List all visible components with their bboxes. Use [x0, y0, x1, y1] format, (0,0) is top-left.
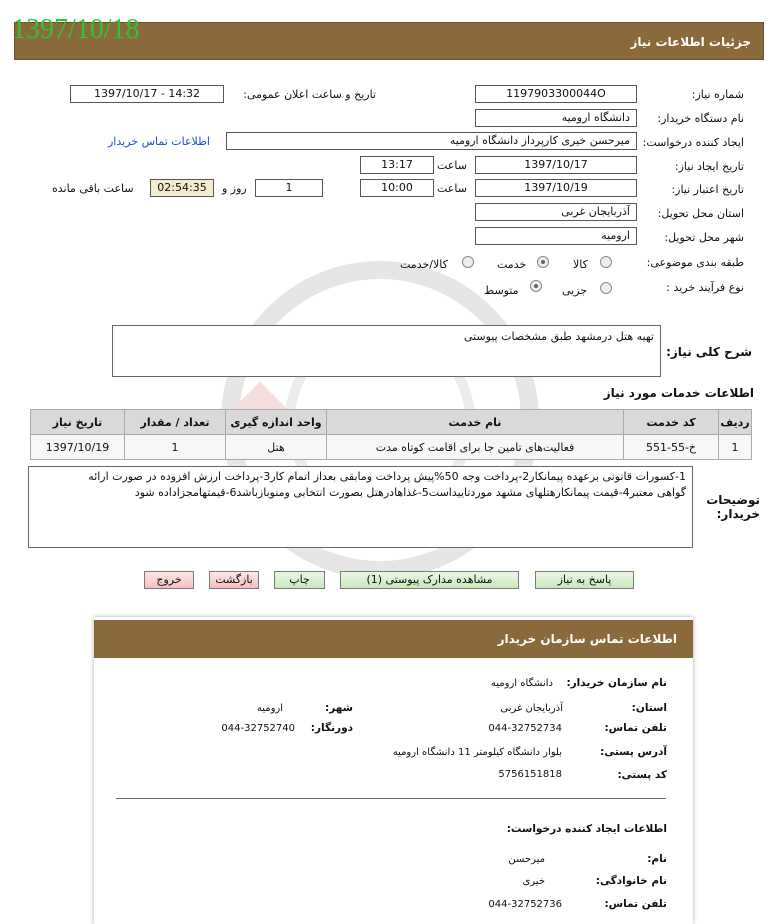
category-option-both: کالا/خدمت	[400, 258, 448, 271]
buyer-notes-line-1: 1-کسورات قانونی برعهده پیمانکار2-پرداخت وجه 50%پیش پرداخت ومابقی بعداز اتمام کار3-پرداخت ارزش افزوده در صورت ارائه	[88, 470, 686, 483]
city-card-label: شهر:	[325, 702, 353, 714]
col-quantity: تعداد / مقدار	[125, 410, 226, 435]
validity-date-field: 1397/10/19	[475, 179, 637, 197]
creator-info-title: اطلاعات ایجاد کننده درخواست:	[506, 823, 667, 835]
reply-button[interactable]: پاسخ به نیاز	[535, 571, 634, 589]
summary-textarea	[112, 325, 661, 377]
buyer-name-field: دانشگاه ارومیه	[475, 109, 637, 127]
contact-buyer-link[interactable]: اطلاعات تماس خریدار	[108, 135, 210, 148]
process-option-medium: متوسط	[484, 284, 519, 297]
phone-value: 044-32752734	[488, 723, 562, 734]
table-row	[31, 435, 752, 460]
buyer-notes-box	[28, 466, 693, 548]
back-button[interactable]: بازگشت	[209, 571, 259, 589]
col-row: ردیف	[719, 410, 752, 435]
col-date: تاریخ نیاز	[31, 410, 125, 435]
category-label: طبقه بندی موضوعی:	[646, 256, 744, 269]
print-button[interactable]: چاپ	[274, 571, 325, 589]
buyer-notes-line-2: گواهی معتبر4-قیمت پیمانکارهتلهای مشهد موردتاییداست5-غذاهادرهتل بصورت انتخابی ومنوبازباشد6-قیمتهامجزاداده شود	[134, 486, 686, 499]
col-unit: واحد اندازه گیری	[226, 410, 327, 435]
cell-service-name: فعالیت‌های تامین جا برای اقامت کوتاه مدت	[327, 435, 624, 460]
fax-value: 044-32752740	[221, 723, 295, 734]
view-docs-button[interactable]: مشاهده مدارک پیوستی (1)	[340, 571, 519, 589]
province-card-label: استان:	[631, 702, 667, 714]
validity-label: تاریخ اعتبار نیاز:	[671, 183, 744, 196]
name-value: میرحسن	[508, 854, 545, 865]
services-table	[30, 409, 752, 460]
cell-quantity: 1	[125, 435, 226, 460]
city-label: شهر محل تحویل:	[664, 231, 744, 244]
city-card-value: ارومیه	[256, 703, 283, 714]
announce-label: تاریخ و ساعت اعلان عمومی:	[243, 88, 376, 101]
process-radio-medium[interactable]	[530, 280, 542, 292]
remaining-time-field: 02:54:35	[150, 179, 214, 197]
need-number-field: 1197903300044O	[475, 85, 637, 103]
remaining-label: ساعت باقی مانده	[52, 182, 134, 195]
create-time-field: 13:17	[360, 156, 434, 174]
category-option-service: خدمت	[497, 258, 527, 271]
day-and-label: روز و	[222, 182, 247, 195]
category-radio-service[interactable]	[537, 256, 549, 268]
create-date-field: 1397/10/17	[475, 156, 637, 174]
creator-field: میرحسن خیری کارپرداز دانشگاه ارومیه	[226, 132, 637, 150]
services-title: اطلاعات خدمات مورد نیاز	[603, 386, 754, 400]
contact-card-title: اطلاعات تماس سازمان خریدار	[497, 632, 677, 646]
cell-unit: هتل	[226, 435, 327, 460]
contact-card	[94, 617, 693, 924]
divider	[116, 798, 666, 799]
col-service-name: نام خدمت	[327, 410, 624, 435]
validity-time-label: ساعت	[437, 182, 467, 195]
announce-field: 1397/10/17 - 14:32	[70, 85, 224, 103]
address-value: بلوار دانشگاه کیلومتر 11 دانشگاه ارومیه	[392, 747, 562, 758]
postal-label: کد پستی:	[617, 769, 667, 781]
category-radio-goods[interactable]	[600, 256, 612, 268]
process-option-minor: جزیی	[562, 284, 588, 297]
province-card-value: آذربایجان غربی	[500, 703, 563, 714]
overlay-date: 1397/10/18	[12, 14, 140, 45]
city-field: ارومیه	[475, 227, 637, 245]
exit-button[interactable]: خروج	[144, 571, 194, 589]
category-option-goods: کالا	[573, 258, 588, 271]
contact-card-header	[94, 620, 693, 658]
creator-phone-label: تلفن تماس:	[604, 898, 667, 910]
province-label: استان محل تحویل:	[657, 207, 744, 220]
phone-label: تلفن تماس:	[604, 722, 667, 734]
cell-code: خ-55-551	[624, 435, 719, 460]
cell-row: 1	[719, 435, 752, 460]
validity-time-field: 10:00	[360, 179, 434, 197]
create-date-label: تاریخ ایجاد نیاز:	[674, 160, 744, 173]
cell-date: 1397/10/19	[31, 435, 125, 460]
services-header-row	[31, 410, 752, 435]
need-number-label: شماره نیاز:	[691, 88, 744, 101]
org-label: نام سازمان خریدار:	[566, 677, 667, 689]
category-radio-both[interactable]	[462, 256, 474, 268]
days-field: 1	[255, 179, 323, 197]
postal-value: 5756151818	[498, 769, 562, 780]
process-radio-minor[interactable]	[600, 282, 612, 294]
page-title: جزئیات اطلاعات نیاز	[630, 35, 751, 49]
summary-text: تهیه هتل درمشهد طبق مشخصات پیوستی	[463, 330, 654, 343]
family-label: نام خانوادگی:	[595, 875, 667, 887]
family-value: خیری	[522, 876, 545, 887]
org-value: دانشگاه ارومیه	[490, 678, 553, 689]
process-label: نوع فرآیند خرید :	[666, 281, 744, 294]
create-time-label: ساعت	[437, 159, 467, 172]
creator-label: ایجاد کننده درخواست:	[642, 136, 744, 149]
province-field: آذربایجان غربی	[475, 203, 637, 221]
buyer-name-label: نام دستگاه خریدار:	[657, 112, 744, 125]
name-label: نام:	[647, 853, 667, 865]
col-code: کد خدمت	[624, 410, 719, 435]
fax-label: دورنگار:	[310, 722, 353, 734]
summary-label: شرح کلی نیاز:	[666, 345, 752, 359]
buyer-notes-label: توضیحات خریدار:	[706, 493, 760, 521]
creator-phone-value: 044-32752736	[488, 899, 562, 910]
address-label: آدرس پستی:	[600, 746, 667, 758]
